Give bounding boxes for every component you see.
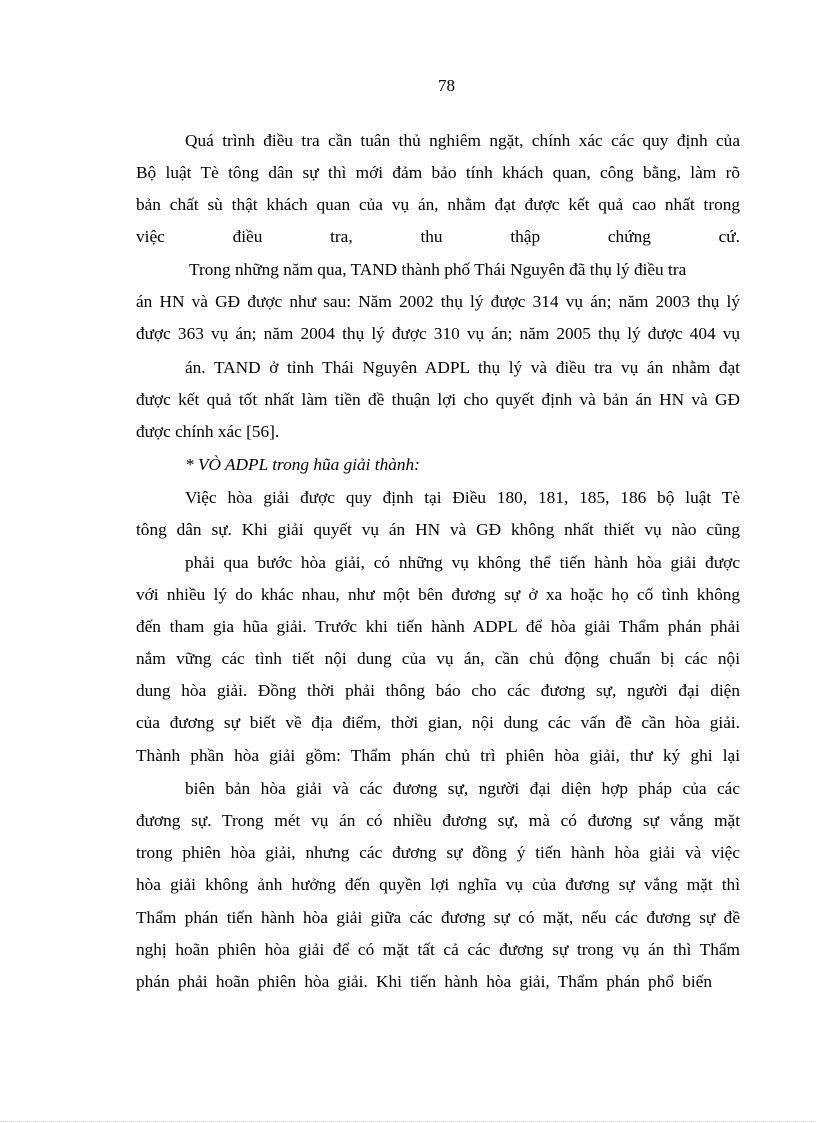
text-line: Việc hòa giải được quy định tại Điều 180, 181, 185, 186 bộ luật Tè [185,488,740,507]
page-number: 78 [438,76,455,95]
text-line: được kết quả tốt nhất làm tiền đề thuận lợi cho quyết định và bản án HN và GĐ [136,390,740,409]
text-line: án HN và GĐ được như sau: Năm 2002 thụ lý được 314 vụ án; năm 2003 thụ lý [136,292,740,311]
text-line: việc điều tra, thu thập chứng cứ. [136,227,740,246]
text-line: nghị hoãn phiên hòa giải để có mặt tất cả các đương sự trong vụ án thì Thẩm [136,940,740,959]
text-line: Thẩm phán tiến hành hòa giải giữa các đương sự có mặt, nếu các đương sự đề [136,908,740,927]
text-line: với nhiều lý do khác nhau, như một bên đương sự ở xa hoặc họ cố tình không [136,585,740,604]
text-line: Trong những năm qua, TAND thành phố Thái Nguyên đã thụ lý điều tra [189,260,687,279]
text-line: dung hòa giải. Đồng thời phải thông báo cho các đương sự, người đại diện [136,681,740,700]
text-line: đến tham gia hũa giải. Trước khi tiến hành ADPL để hòa giải Thẩm phán phải [136,617,740,636]
text-line: Thành phần hòa giải gồm: Thẩm phán chủ trì phiên hòa giải, thư ký ghi lại [136,746,740,765]
text-line: tông dân sự. Khi giải quyết vụ án HN và GĐ không nhất thiết vụ nào cũng [136,520,740,539]
text-line: được 363 vụ án; năm 2004 thụ lý được 310 vụ án; năm 2005 thụ lý được 404 vụ [136,324,740,343]
text-line: phải qua bước hòa giải, có những vụ không thể tiến hành hòa giải được [185,553,740,572]
section-heading: * VÒ ADPL trong hũa giải thành: [185,455,420,474]
text-line: Quá trình điều tra cần tuân thủ nghiêm ngặt, chính xác các quy định của [185,131,740,150]
text-line: án. TAND ở tỉnh Thái Nguyên ADPL thụ lý và điều tra vụ án nhằm đạt [185,358,740,377]
text-line: nắm vững các tình tiết nội dung của vụ án, cần chủ động chuẩn bị các nội [136,649,740,668]
text-line: được chính xác [56]. [136,422,280,441]
text-line: biên bản hòa giải và các đương sự, người đại diện hợp pháp của các [185,779,740,798]
text-line: đương sự. Trong mét vụ án có nhiều đương sự, mà có đương sự vắng mặt [136,811,740,830]
text-line: Bộ luật Tè tông dân sự thì mới đảm bảo tính khách quan, công bằng, làm rõ [136,163,740,182]
text-line: hòa giải không ảnh hưởng đến quyền lợi nghĩa vụ của đương sự vắng mặt thì [136,875,740,894]
text-line: của đương sự biết về địa điểm, thời gian, nội dung các vấn đề cần hòa giải. [136,713,740,732]
text-line: bản chất sù thật khách quan của vụ án, nhằm đạt được kết quả cao nhất trong [136,195,740,214]
text-line: phán phải hoãn phiên hòa giải. Khi tiến hành hòa giải, Thẩm phán phổ biến [136,972,712,991]
text-line: trong phiên hòa giải, nhưng các đương sự đồng ý tiến hành hòa giải và việc [136,843,740,862]
page-bottom-border [0,1121,816,1122]
